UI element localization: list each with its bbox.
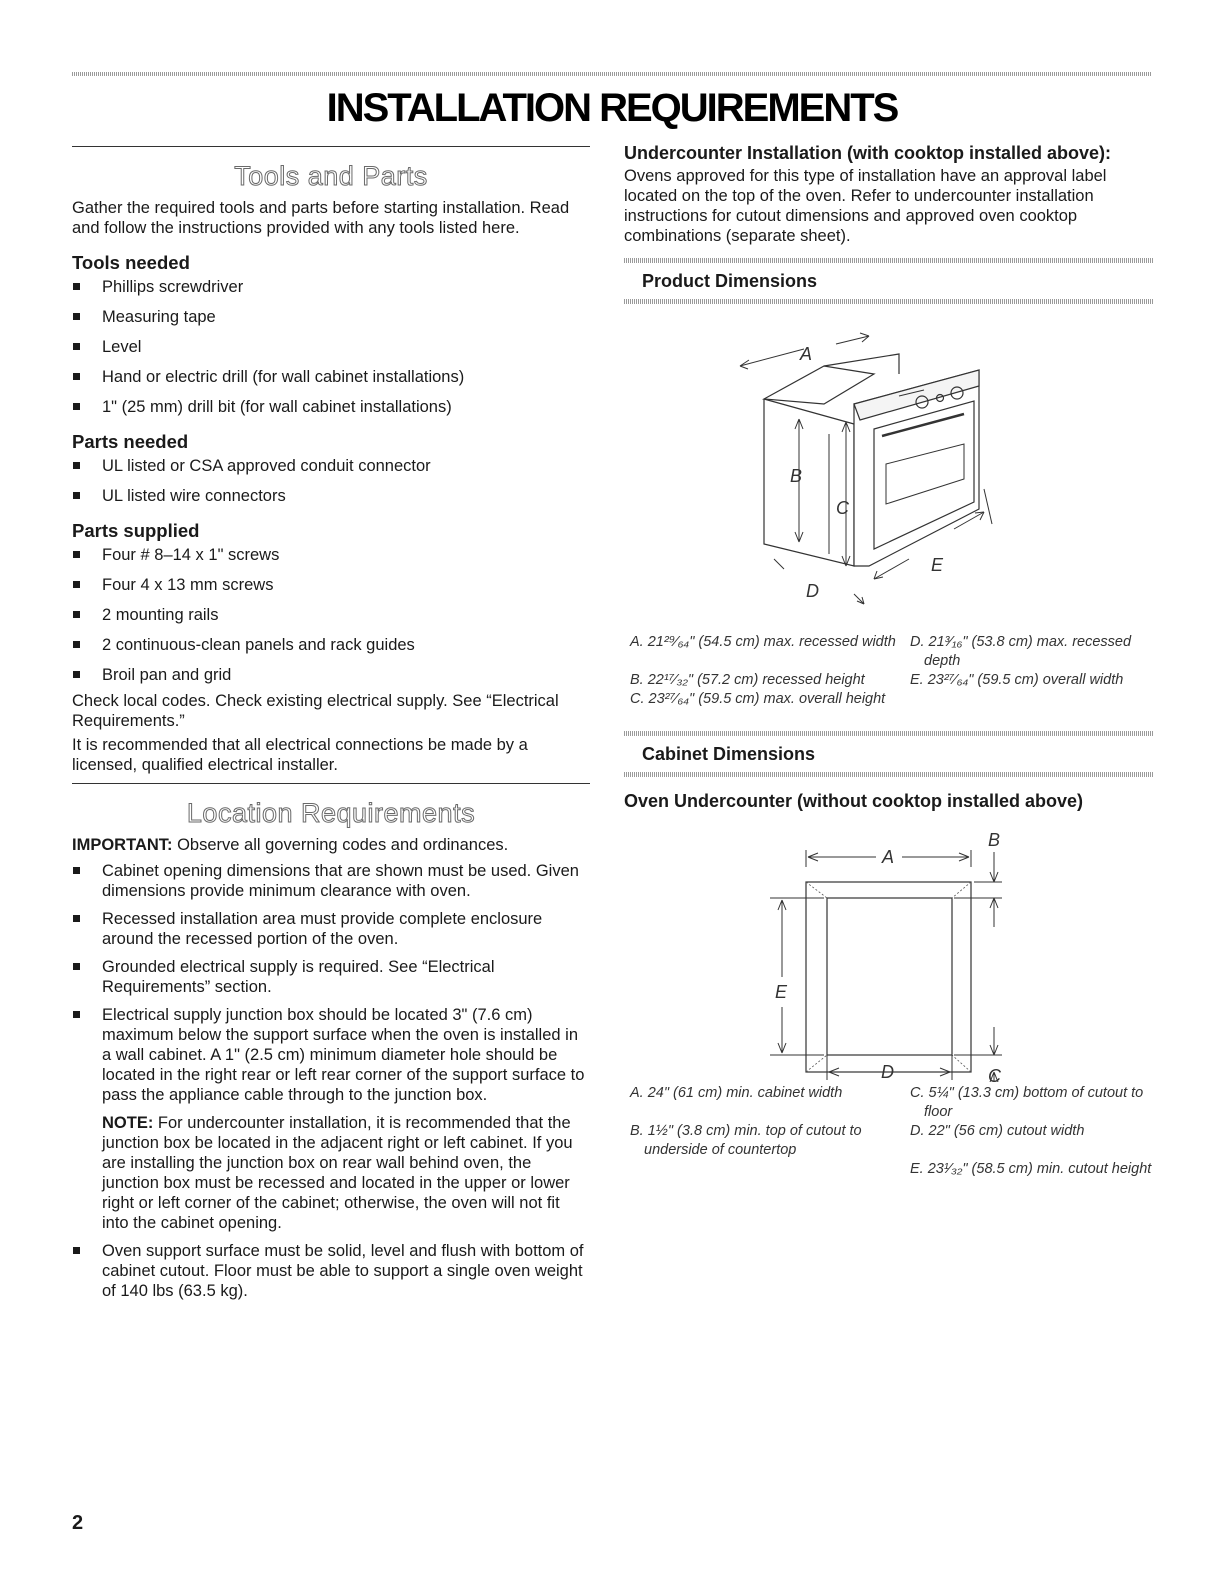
list-item: Four 4 x 13 mm screws (72, 575, 590, 595)
undercounter-title: Undercounter Installation (with cooktop installed above): (624, 143, 1112, 163)
product-dimension-captions (624, 633, 1154, 709)
cabinet-dimensions-title: Cabinet Dimensions (642, 744, 816, 764)
note-label: NOTE: (102, 1114, 154, 1132)
list-item: Grounded electrical supply is required. See “Electrical Requirements” section. (72, 957, 590, 997)
note-text: For undercounter installation, it is recommended that the junction box be located in the adjacent right or left cabinet. If you are installing the junction box on rear wall behind oven, the junction box must be recessed and located in the upper or lower right or left corner of the cabinet; otherwise, the oven will not fit into the cabinet opening. (102, 1114, 573, 1232)
list-item: 2 continuous-clean panels and rack guides (72, 635, 590, 655)
label-a: A (882, 847, 895, 867)
caption-c: C. 5¼" (13.3 cm) bottom of cutout to floor (910, 1085, 1144, 1120)
parts-supplied-title: Parts supplied (72, 520, 200, 541)
location-requirements-heading: Location Requirements (186, 798, 476, 828)
list-item: Cabinet opening dimensions that are shown must be used. Given dimensions provide minimum clearance with oven. (72, 861, 590, 901)
oven-illustration (624, 304, 1154, 629)
dotted-band (624, 772, 1154, 777)
list-item: Recessed installation area must provide complete enclosure around the recessed portion of the oven. (72, 909, 590, 949)
junction-box-text: Electrical supply junction box should be located 3" (7.6 cm) maximum below the support surface when the oven is installed in a wall cabinet. A 1" (2.5 cm) minimum diameter hole should be located in the right rear or left rear corner of the support surface to pass the appliance cable through to the junction box. (102, 1006, 585, 1104)
section-rule (72, 783, 590, 784)
cabinet-subtitle: Oven Undercounter (without cooktop installed above) (624, 791, 1084, 811)
caption-b: B. 1½" (3.8 cm) min. top of cutout to underside of countertop (630, 1123, 862, 1158)
label-b: B (988, 830, 1001, 850)
label-d: D (881, 1062, 894, 1082)
caption-a: A. 24" (61 cm) min. cabinet width (630, 1085, 843, 1101)
list-item: 2 mounting rails (72, 605, 590, 625)
undercounter-note (102, 1113, 590, 1233)
cabinet-cutout-illustration (624, 812, 1154, 1082)
tools-intro: Gather the required tools and parts before starting installation. Read and follow the instructions provided with any tools listed here. (72, 199, 570, 237)
parts-needed-list (72, 456, 590, 506)
caption-e: E. 23¹⁄₃₂" (58.5 cm) min. cutout height (910, 1161, 1152, 1177)
list-item: Oven support surface must be solid, level and flush with bottom of cabinet cutout. Floor must be able to support a single oven weight of 140 lbs (63.5 kg). (72, 1241, 590, 1301)
tools-needed-title: Tools needed (72, 252, 190, 273)
list-item: Measuring tape (72, 307, 590, 327)
check-codes-text: Check local codes. Check existing electrical supply. See “Electrical Requirements.” (72, 692, 559, 730)
top-dotted-rule (72, 72, 1152, 76)
caption-e: E. 23²⁷⁄₆₄" (59.5 cm) overall width (910, 672, 1124, 688)
caption-d: D. 22" (56 cm) cutout width (910, 1123, 1085, 1139)
caption-c: C. 23²⁷⁄₆₄" (59.5 cm) max. overall height (630, 691, 886, 707)
list-item: Four # 8–14 x 1" screws (72, 545, 590, 565)
caption-b: B. 22¹⁷⁄₃₂" (57.2 cm) recessed height (630, 672, 865, 688)
label-d: D (806, 581, 819, 601)
dotted-band (624, 731, 1154, 736)
list-item: 1" (25 mm) drill bit (for wall cabinet installations) (72, 397, 590, 417)
caption-spacer (624, 1160, 904, 1179)
product-dimensions-diagram (624, 304, 1154, 629)
undercounter-text: Ovens approved for this type of installation have an approval label located on the top of the oven. Refer to undercounter installation instructions for cutout dimensions and approved oven cooktop combinations (separate sheet). (624, 167, 1107, 245)
list-item: Phillips screwdriver (72, 277, 590, 297)
list-item: Hand or electric drill (for wall cabinet installations) (72, 367, 590, 387)
important-text: Observe all governing codes and ordinances. (172, 836, 509, 854)
left-column (72, 146, 590, 1309)
label-b: B (790, 466, 803, 486)
list-item: UL listed or CSA approved conduit connector (72, 456, 590, 476)
page-number: 2 (72, 1512, 84, 1534)
list-item: Level (72, 337, 590, 357)
important-note (72, 835, 590, 855)
parts-needed-title: Parts needed (72, 431, 189, 452)
label-c: C (988, 1066, 1001, 1082)
section-rule (72, 146, 590, 147)
list-item: UL listed wire connectors (72, 486, 590, 506)
cabinet-dimension-captions (624, 1084, 1154, 1179)
label-c: C (836, 498, 849, 518)
list-item: Broil pan and grid (72, 665, 590, 685)
recommendation-text: It is recommended that all electrical connections be made by a licensed, qualified electrical installer. (72, 736, 528, 774)
important-label: IMPORTANT: (72, 836, 173, 854)
page-title: INSTALLATION REQUIREMENTS (326, 86, 898, 130)
tools-needed-list (72, 277, 590, 417)
caption-a: A. 21²⁹⁄₆₄" (54.5 cm) max. recessed width (630, 634, 896, 650)
location-requirements-list (72, 861, 590, 1301)
label-e: E (931, 555, 944, 575)
product-dimensions-title: Product Dimensions (642, 271, 818, 291)
parts-supplied-list (72, 545, 590, 685)
label-a: A (800, 344, 813, 364)
caption-d: D. 21³⁄₁₆" (53.8 cm) max. recessed depth (910, 634, 1132, 669)
cabinet-dimensions-diagram (624, 812, 1154, 1082)
dotted-band (624, 258, 1154, 263)
tools-and-parts-heading: Tools and Parts (234, 161, 428, 191)
list-item (72, 1005, 590, 1233)
label-e: E (775, 982, 788, 1002)
right-column (624, 143, 1154, 1179)
